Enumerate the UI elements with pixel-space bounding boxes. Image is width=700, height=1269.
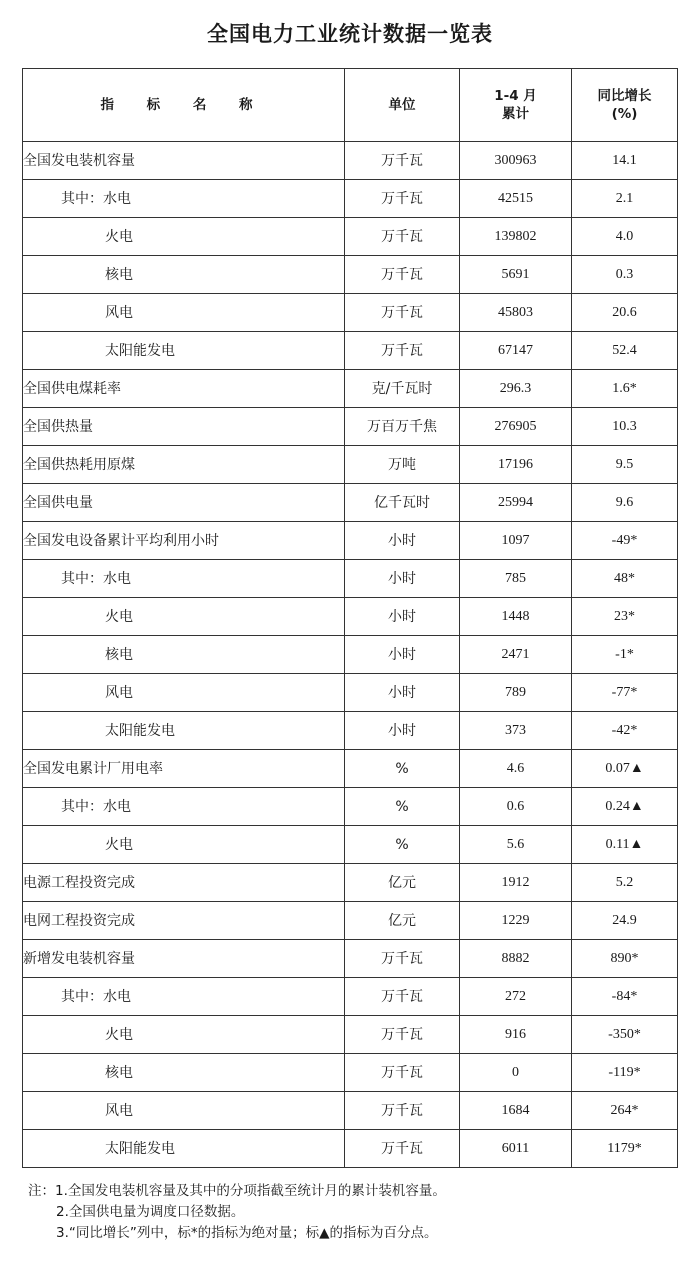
table-row: [23, 864, 678, 902]
unit-cell: 万千瓦: [345, 1054, 460, 1092]
cumulative-value-cell: 42515: [460, 180, 572, 218]
cumulative-value-cell: 1684: [460, 1092, 572, 1130]
indicator-name-cell: 新增发电装机容量: [23, 940, 345, 978]
unit-cell: 克/千瓦时: [345, 370, 460, 408]
unit-cell: 万千瓦: [345, 256, 460, 294]
footnote-2: 2.全国供电量为调度口径数据。: [56, 1204, 245, 1220]
cumulative-value-cell: 785: [460, 560, 572, 598]
table-row: [23, 218, 678, 256]
unit-cell: 万千瓦: [345, 1130, 460, 1168]
indicator-name-cell: 全国供热量: [23, 408, 345, 446]
yoy-growth-cell: 264*: [572, 1092, 678, 1130]
indicator-name-cell: 火电: [23, 598, 345, 636]
unit-cell: 亿千瓦时: [345, 484, 460, 522]
yoy-growth-cell: 890*: [572, 940, 678, 978]
indicator-name-cell: 风电: [23, 294, 345, 332]
cumulative-value-cell: 272: [460, 978, 572, 1016]
unit-cell: 万千瓦: [345, 332, 460, 370]
header-indicator-name: 指 标 名 称: [23, 69, 345, 142]
cumulative-value-cell: 4.6: [460, 750, 572, 788]
cumulative-value-cell: 0.6: [460, 788, 572, 826]
table-row: [23, 370, 678, 408]
yoy-growth-cell: -77*: [572, 674, 678, 712]
indicator-name-cell: 核电: [23, 1054, 345, 1092]
cumulative-value-cell: 8882: [460, 940, 572, 978]
unit-cell: 万吨: [345, 446, 460, 484]
table-row: [23, 788, 678, 826]
yoy-growth-cell: 4.0: [572, 218, 678, 256]
cumulative-value-cell: 1097: [460, 522, 572, 560]
cumulative-value-cell: 2471: [460, 636, 572, 674]
yoy-growth-cell: 1.6*: [572, 370, 678, 408]
indicator-name-cell: 其中：水电: [23, 788, 345, 826]
yoy-growth-cell: -84*: [572, 978, 678, 1016]
indicator-name-cell: 电源工程投资完成: [23, 864, 345, 902]
cumulative-value-cell: 5.6: [460, 826, 572, 864]
table-row: [23, 1092, 678, 1130]
yoy-growth-cell: 14.1: [572, 142, 678, 180]
cumulative-value-cell: 17196: [460, 446, 572, 484]
unit-cell: 小时: [345, 674, 460, 712]
table-row: [23, 1054, 678, 1092]
indicator-name-cell: 其中：水电: [23, 180, 345, 218]
table-row: [23, 408, 678, 446]
cumulative-value-cell: 0: [460, 1054, 572, 1092]
unit-cell: 万千瓦: [345, 1016, 460, 1054]
indicator-name-cell: 全国发电设备累计平均利用小时: [23, 522, 345, 560]
cumulative-value-cell: 1229: [460, 902, 572, 940]
indicator-name-cell: 太阳能发电: [23, 1130, 345, 1168]
indicator-name-cell: 其中：水电: [23, 560, 345, 598]
table-header-row: [23, 69, 678, 142]
unit-cell: 小时: [345, 598, 460, 636]
cumulative-value-cell: 45803: [460, 294, 572, 332]
yoy-growth-cell: 0.3: [572, 256, 678, 294]
table-row: [23, 484, 678, 522]
unit-cell: 万百万千焦: [345, 408, 460, 446]
yoy-growth-cell: -42*: [572, 712, 678, 750]
table-row: [23, 712, 678, 750]
cumulative-value-cell: 276905: [460, 408, 572, 446]
table-row: [23, 902, 678, 940]
table-row: [23, 1130, 678, 1168]
table-row: [23, 826, 678, 864]
yoy-growth-cell: -350*: [572, 1016, 678, 1054]
unit-cell: %: [345, 788, 460, 826]
indicator-name-cell: 核电: [23, 256, 345, 294]
unit-cell: 万千瓦: [345, 294, 460, 332]
cumulative-value-cell: 139802: [460, 218, 572, 256]
indicator-name-cell: 太阳能发电: [23, 332, 345, 370]
table-row: [23, 940, 678, 978]
unit-cell: 万千瓦: [345, 978, 460, 1016]
cumulative-value-cell: 1448: [460, 598, 572, 636]
yoy-growth-cell: 48*: [572, 560, 678, 598]
unit-cell: 小时: [345, 560, 460, 598]
indicator-name-cell: 全国供热耗用原煤: [23, 446, 345, 484]
page-title: 全国电力工业统计数据一览表: [207, 22, 493, 46]
indicator-name-cell: 全国发电累计厂用电率: [23, 750, 345, 788]
cumulative-value-cell: 789: [460, 674, 572, 712]
unit-cell: 万千瓦: [345, 180, 460, 218]
indicator-name-cell: 全国发电装机容量: [23, 142, 345, 180]
statistics-table: [22, 68, 678, 1168]
indicator-name-cell: 火电: [23, 826, 345, 864]
table-row: [23, 750, 678, 788]
footnote-1: 注：1.全国发电装机容量及其中的分项指截至统计月的累计装机容量。: [28, 1183, 446, 1199]
table-row: [23, 522, 678, 560]
table-row: [23, 180, 678, 218]
indicator-name-cell: 全国供电煤耗率: [23, 370, 345, 408]
unit-cell: 万千瓦: [345, 1092, 460, 1130]
header-period: 1-4 月 累计: [460, 69, 572, 142]
unit-cell: 小时: [345, 712, 460, 750]
yoy-growth-cell: 0.07▲: [572, 750, 678, 788]
yoy-growth-cell: 52.4: [572, 332, 678, 370]
yoy-growth-cell: -119*: [572, 1054, 678, 1092]
yoy-growth-cell: 0.11▲: [572, 826, 678, 864]
cumulative-value-cell: 916: [460, 1016, 572, 1054]
table-row: [23, 1016, 678, 1054]
footnotes: [28, 1181, 678, 1244]
footnote-3: 3.“同比增长”列中，标*的指标为绝对量；标▲的指标为百分点。: [56, 1225, 438, 1241]
cumulative-value-cell: 1912: [460, 864, 572, 902]
yoy-growth-cell: 1179*: [572, 1130, 678, 1168]
unit-cell: 小时: [345, 522, 460, 560]
yoy-growth-cell: 5.2: [572, 864, 678, 902]
cumulative-value-cell: 5691: [460, 256, 572, 294]
unit-cell: 万千瓦: [345, 218, 460, 256]
table-body: [23, 142, 678, 1168]
yoy-growth-cell: 9.6: [572, 484, 678, 522]
table-row: [23, 636, 678, 674]
yoy-growth-cell: -49*: [572, 522, 678, 560]
table-row: [23, 560, 678, 598]
table-row: [23, 674, 678, 712]
cumulative-value-cell: 296.3: [460, 370, 572, 408]
indicator-name-cell: 太阳能发电: [23, 712, 345, 750]
header-unit: 单位: [345, 69, 460, 142]
indicator-name-cell: 核电: [23, 636, 345, 674]
yoy-growth-cell: 23*: [572, 598, 678, 636]
yoy-growth-cell: 24.9: [572, 902, 678, 940]
cumulative-value-cell: 6011: [460, 1130, 572, 1168]
table-row: [23, 332, 678, 370]
indicator-name-cell: 全国供电量: [23, 484, 345, 522]
yoy-growth-cell: 2.1: [572, 180, 678, 218]
header-yoy-growth: 同比增长 (%): [572, 69, 678, 142]
yoy-growth-cell: 9.5: [572, 446, 678, 484]
unit-cell: 小时: [345, 636, 460, 674]
unit-cell: 万千瓦: [345, 940, 460, 978]
cumulative-value-cell: 300963: [460, 142, 572, 180]
unit-cell: %: [345, 826, 460, 864]
indicator-name-cell: 火电: [23, 1016, 345, 1054]
cumulative-value-cell: 25994: [460, 484, 572, 522]
table-row: [23, 142, 678, 180]
table-row: [23, 598, 678, 636]
indicator-name-cell: 火电: [23, 218, 345, 256]
unit-cell: 亿元: [345, 902, 460, 940]
cumulative-value-cell: 373: [460, 712, 572, 750]
yoy-growth-cell: 0.24▲: [572, 788, 678, 826]
indicator-name-cell: 风电: [23, 1092, 345, 1130]
yoy-growth-cell: -1*: [572, 636, 678, 674]
unit-cell: %: [345, 750, 460, 788]
indicator-name-cell: 风电: [23, 674, 345, 712]
table-row: [23, 978, 678, 1016]
table-row: [23, 446, 678, 484]
unit-cell: 亿元: [345, 864, 460, 902]
cumulative-value-cell: 67147: [460, 332, 572, 370]
yoy-growth-cell: 20.6: [572, 294, 678, 332]
table-row: [23, 294, 678, 332]
table-row: [23, 256, 678, 294]
yoy-growth-cell: 10.3: [572, 408, 678, 446]
indicator-name-cell: 电网工程投资完成: [23, 902, 345, 940]
unit-cell: 万千瓦: [345, 142, 460, 180]
indicator-name-cell: 其中：水电: [23, 978, 345, 1016]
